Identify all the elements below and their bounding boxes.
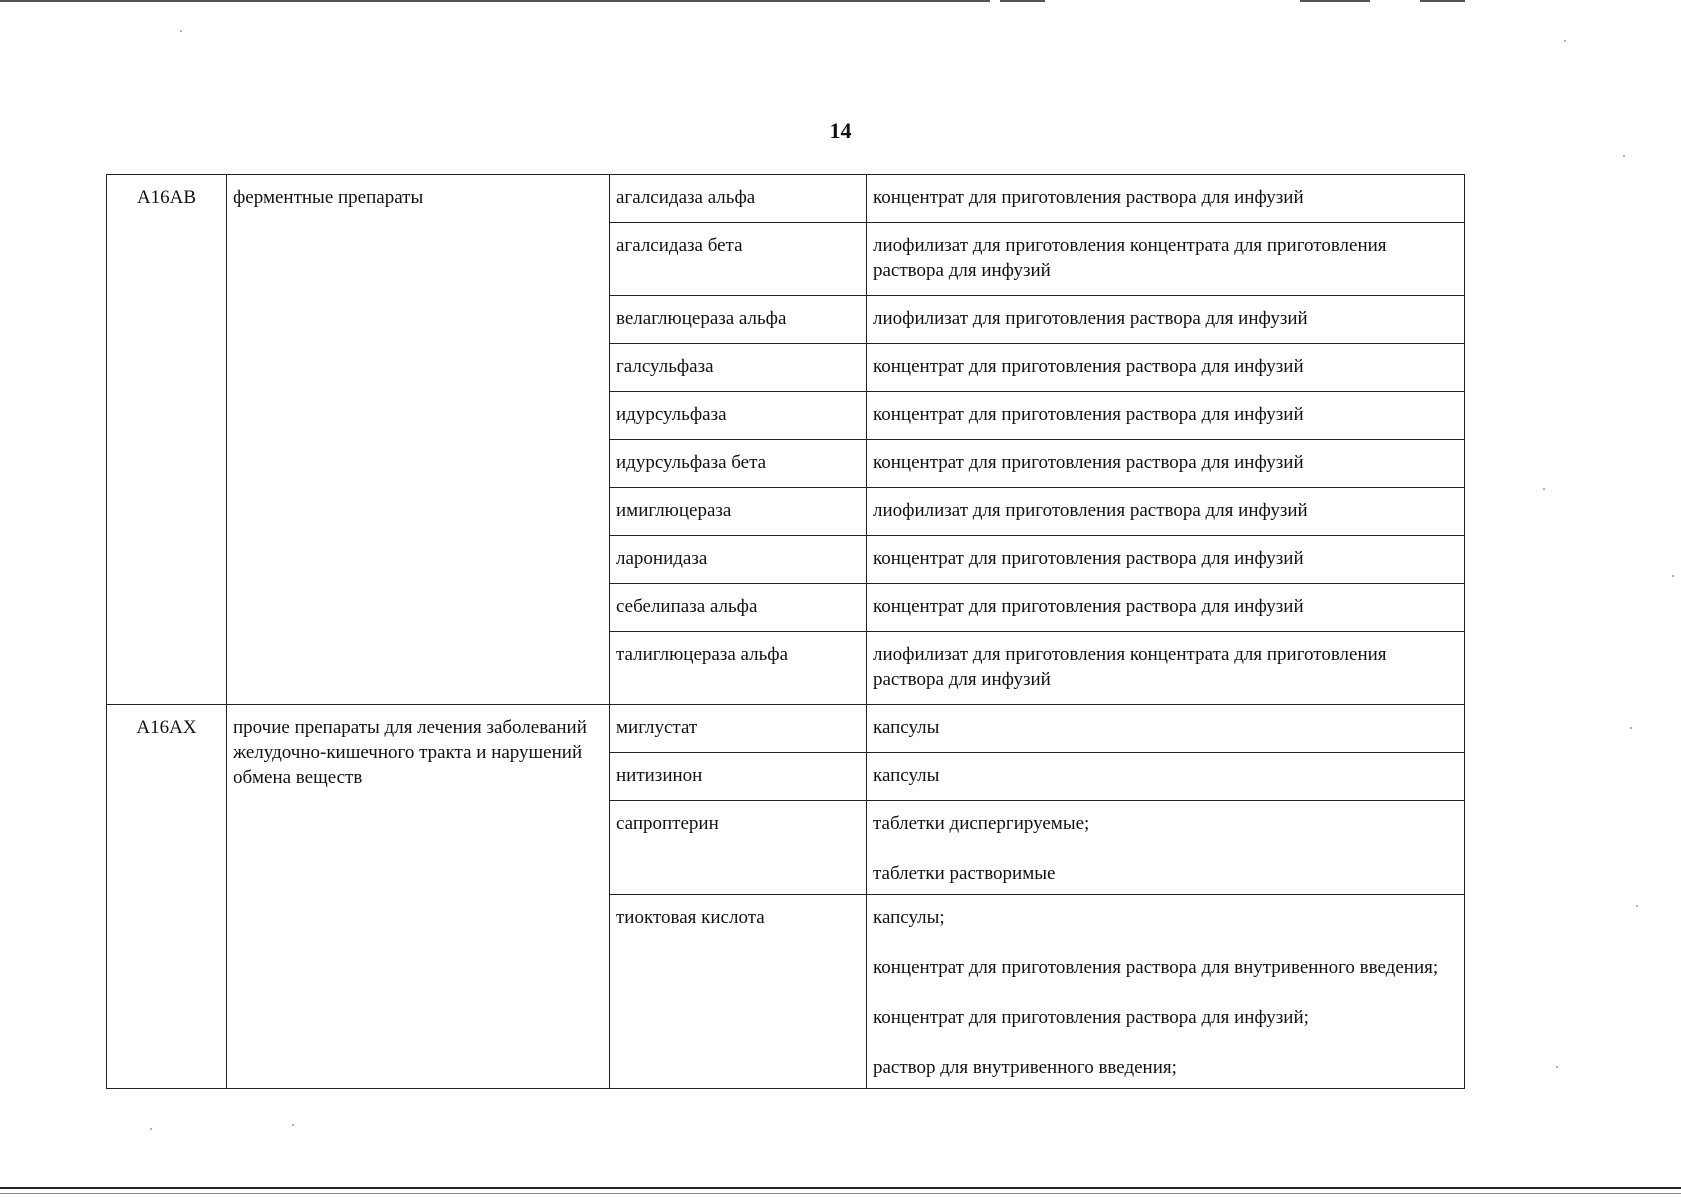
dosage-form: лиофилизат для приготовления раствора для инфузий xyxy=(873,308,1308,329)
dosage-form: концентрат для приготовления раствора для инфузий xyxy=(873,596,1304,617)
top-scan-rule-dash xyxy=(1420,0,1465,2)
dosage-form-cell xyxy=(867,344,1465,392)
atc-group-cell: прочие препараты для лечения заболеваний желудочно-кишечного тракта и нарушений обмена веществ xyxy=(227,705,610,1089)
scan-speck xyxy=(1630,727,1632,729)
drug-name-cell: агалсидаза бета xyxy=(610,223,867,296)
dosage-form-cell xyxy=(867,536,1465,584)
dosage-form: капсулы; xyxy=(873,907,945,928)
top-scan-rule xyxy=(0,0,990,2)
drug-name-cell: себелипаза альфа xyxy=(610,584,867,632)
scan-speck xyxy=(1623,155,1625,157)
dosage-form: концентрат для приготовления раствора для внутривенного введения; xyxy=(873,957,1439,978)
drug-name-cell: идурсульфаза xyxy=(610,392,867,440)
drug-name-cell: ларонидаза xyxy=(610,536,867,584)
dosage-form: таблетки растворимые xyxy=(873,863,1056,884)
bottom-scan-rule xyxy=(0,1187,1681,1189)
scan-speck xyxy=(150,1128,152,1130)
dosage-form-cell xyxy=(867,895,1465,1089)
dosage-form: концентрат для приготовления раствора для инфузий xyxy=(873,548,1304,569)
dosage-form-cell xyxy=(867,223,1465,296)
dosage-form: концентрат для приготовления раствора для инфузий; xyxy=(873,1007,1309,1028)
dosage-form-cell xyxy=(867,296,1465,344)
dosage-form: раствор для внутривенного введения; xyxy=(873,1057,1177,1078)
drug-name-cell: идурсульфаза бета xyxy=(610,440,867,488)
drug-name-cell: имиглюцераза xyxy=(610,488,867,536)
table-row xyxy=(107,705,1465,753)
drug-table xyxy=(106,174,1465,1089)
atc-code-cell: A16AB xyxy=(107,175,227,705)
table-row xyxy=(107,175,1465,223)
scan-speck xyxy=(1556,1066,1558,1068)
dosage-form-cell xyxy=(867,753,1465,801)
dosage-form: лиофилизат для приготовления раствора для инфузий xyxy=(873,500,1308,521)
top-scan-rule-dash xyxy=(1000,0,1045,2)
dosage-form-cell xyxy=(867,440,1465,488)
scan-speck xyxy=(1543,488,1545,490)
dosage-form-cell xyxy=(867,801,1465,895)
scan-speck xyxy=(1672,575,1674,577)
scan-speck xyxy=(1564,40,1566,42)
dosage-form: концентрат для приготовления раствора для инфузий xyxy=(873,452,1304,473)
drug-name-cell: велаглюцераза альфа xyxy=(610,296,867,344)
scan-speck xyxy=(180,30,182,32)
dosage-form-cell xyxy=(867,175,1465,223)
atc-group-cell: ферментные препараты xyxy=(227,175,610,705)
dosage-form-cell xyxy=(867,488,1465,536)
dosage-form: концентрат для приготовления раствора для инфузий xyxy=(873,187,1304,208)
drug-name-cell: миглустат xyxy=(610,705,867,753)
dosage-form-cell xyxy=(867,705,1465,753)
dosage-form: капсулы xyxy=(873,717,940,738)
drug-name-cell: агалсидаза альфа xyxy=(610,175,867,223)
drug-name-cell: нитизинон xyxy=(610,753,867,801)
drug-name-cell: тиоктовая кислота xyxy=(610,895,867,1089)
page-number: 14 xyxy=(829,118,852,143)
bottom-scan-rule-thin xyxy=(0,1193,1681,1194)
dosage-form: концентрат для приготовления раствора для инфузий xyxy=(873,356,1304,377)
scan-speck xyxy=(1636,905,1638,907)
drug-name-cell: талиглюцераза альфа xyxy=(610,632,867,705)
drug-name-cell: сапроптерин xyxy=(610,801,867,895)
dosage-form: лиофилизат для приготовления концентрата для приготовления раствора для инфузий xyxy=(873,644,1387,690)
dosage-form: концентрат для приготовления раствора для инфузий xyxy=(873,404,1304,425)
dosage-form-cell xyxy=(867,392,1465,440)
drug-name-cell: галсульфаза xyxy=(610,344,867,392)
dosage-form: лиофилизат для приготовления концентрата для приготовления раствора для инфузий xyxy=(873,235,1387,281)
scan-speck xyxy=(292,1124,294,1126)
top-scan-rule-dash xyxy=(1300,0,1370,2)
dosage-form: таблетки диспергируемые; xyxy=(873,813,1090,834)
dosage-form-cell xyxy=(867,632,1465,705)
dosage-form-cell xyxy=(867,584,1465,632)
atc-code-cell: A16AX xyxy=(107,705,227,1089)
dosage-form: капсулы xyxy=(873,765,940,786)
